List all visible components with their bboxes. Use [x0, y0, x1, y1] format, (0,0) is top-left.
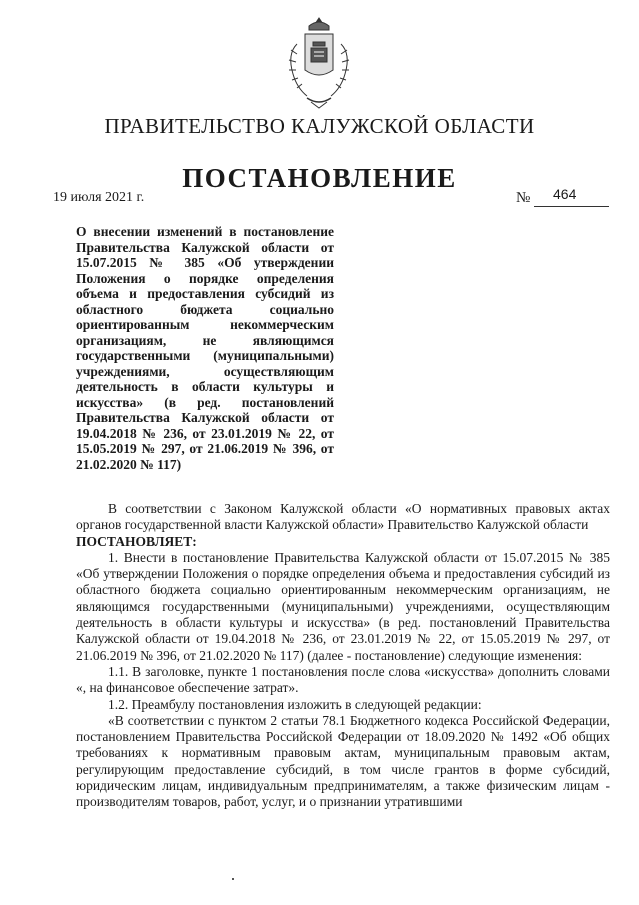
document-date: 19 июля 2021 г.: [53, 190, 145, 205]
document-subject: О внесении изменений в постановление Правительства Калужской области от 15.07.2015 № 385 «Об утверждении Положения о порядке определения объема и предоставления субсидий из областного бюджета социально ориентированным некоммерческим организациям, не являющимся государственными (муниципальными) учреждениями, осуществляющим деятельность в области культуры и искусства» (в ред. постановлений Правительства Калужской области от 19.04.2018 № 236, от 23.01.2019 № 22, от 15.05.2019 № 297, от 21.06.2019 № 396, от 21.02.2020 № 117): [76, 224, 334, 472]
scan-speck: [232, 878, 234, 880]
decree-heading: ПОСТАНОВЛЯЕТ:: [76, 533, 197, 549]
paragraph-1: 1. Внести в постановление Правительства Калужской области от 15.07.2015 № 385 «Об утверждении Положения о порядке определения объема и предоставления субсидий из областного бюджета социально ориентированным некоммерческим организациям, не являющимся государственными (муниципальными) учреждениями, осуществляющим деятельность в области культуры и искусства» (в ред. постановлений Правительства Калужской области от 19.04.2018 № 236, от 23.01.2019 № 22, от 15.05.2019 № 297, от 21.06.2019 № 396, от 21.02.2020 № 117) (далее - постановление) следующие изменения:: [76, 549, 610, 663]
quoted-paragraph: «В соответствии с пунктом 2 статьи 78.1 Бюджетного кодекса Российской Федерации, постановлением Правительства Российской Федерации от 18.09.2020 № 1492 «Об общих требованиях к нормативным правовым актам, муниципальным правовым актам, регулирующим предоставление субсидий, в том числе грантов в форме субсидий, юридическим лицам, индивидуальным предпринимателям, а также физическим лицам - производителям товаров, работ, услуг, и о признании утратившими: [76, 712, 610, 810]
government-title: ПРАВИТЕЛЬСТВО КАЛУЖСКОЙ ОБЛАСТИ: [104, 114, 535, 138]
document-number: 464: [553, 186, 577, 202]
paragraph-1-1: 1.1. В заголовке, пункте 1 постановления после слова «искусства» дополнить словами «, на финансовое обеспечение затрат».: [76, 663, 610, 696]
coat-of-arms-emblem: [283, 14, 355, 114]
number-label: №: [516, 190, 531, 206]
document-body: [76, 501, 610, 811]
number-underline: [534, 206, 609, 207]
intro-paragraph: В соответствии с Законом Калужской области «О нормативных правовых актах органов государственной власти Калужской области» Правительство Калужской области: [76, 501, 610, 533]
document-type-title: ПОСТАНОВЛЕНИЕ: [182, 163, 457, 193]
paragraph-1-2: 1.2. Преамбулу постановления изложить в следующей редакции:: [108, 696, 482, 712]
